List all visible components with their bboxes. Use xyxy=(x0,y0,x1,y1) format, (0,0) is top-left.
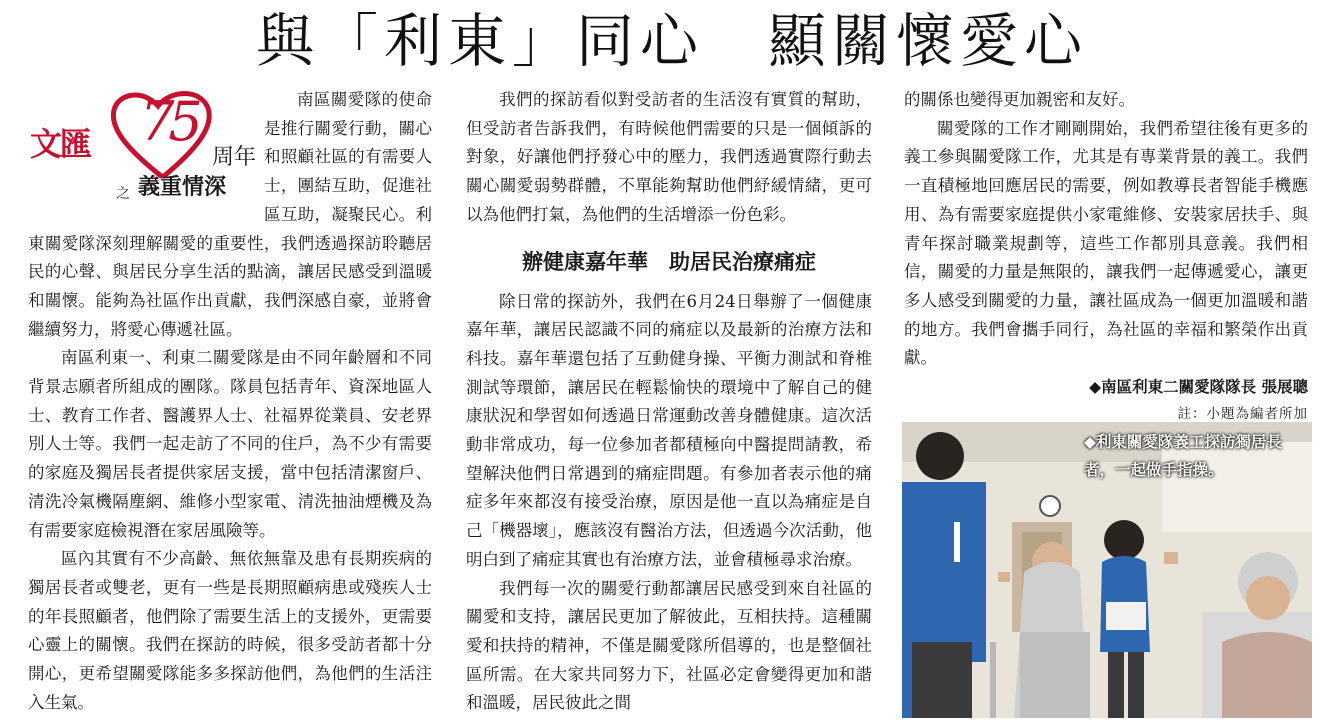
author-signature: ◆南區利東二關愛隊隊長 張展聰 xyxy=(1089,378,1308,397)
editor-note: 註：小題為編者所加 xyxy=(1177,406,1308,423)
article-column-1 xyxy=(28,86,432,717)
paragraph: 區內其實有不少高齡、無依無靠及患有長期疾病的獨居長者或雙老，更有一些是長期照顧病患或殘疾人士的年長照顧者，他們除了需要生活上的支援外，更需要心靈上的關懷。我們在探訪的時候，很多受訪者都十分開心，更希望關愛隊能多多探訪他們，為他們的生活注入生氣。 xyxy=(28,549,432,712)
logo-tagline: 義重情深 xyxy=(138,175,227,200)
photo-caption: ◆利東關愛隊義工探訪獨居長者，一起做手指操。 xyxy=(1084,433,1282,479)
headline: 與「利東」同心 顯關懷愛心 xyxy=(255,7,1088,75)
logo-connector: 之 xyxy=(116,186,130,202)
logo-brand: 文匯 xyxy=(30,125,91,163)
article-column-3 xyxy=(904,86,1308,427)
paragraph: 的關係也變得更加親密和友好。 xyxy=(904,90,1135,109)
paragraph: 南區關愛隊的使命是推行關愛行動，關心和照顧社區的有需要人士，團結互助，促進社區互助，凝聚民心。利東關愛隊深刻理解關愛的重要性，我們透過探訪聆聽居民的心聲、與居民分享生活的點滴，讓居民感受到溫暖和關懷。能夠為社區作出貢獻，我們深感自豪，並將會繼續努力，將愛心傳遞社區。 xyxy=(28,90,432,339)
paragraph: 除日常的探訪外，我們在6月24日舉辦了一個健康嘉年華，讓居民認識不同的痛症以及最新的治療方法和科技。嘉年華還包括了互動健身操、平衡力測試和脊椎測試等環節，讓居民在輕鬆愉快的環境中了解自己的健康狀況和學習如何透過日常運動改善身體健康。這次活動非常成功，每一位參加者都積極向中醫提問請教，希望解決他們日常遇到的痛症問題。有參加者表示他的痛症多年來都沒有接受治療，原因是他一直以為痛症是自己「機器壞」，應該沒有醫治方法，但透過今次活動，他明白到了痛症其實也有治療方法，並會積極尋求治療。 xyxy=(466,291,872,569)
anniversary-logo xyxy=(24,86,256,214)
paragraph: 關愛隊的工作才剛剛開始，我們希望往後有更多的義工參與關愛隊工作，尤其是有專業背景的義工。我們一直積極地回應居民的需要，例如教導長者智能手機應用、為有需要家庭提供小家電維修、安裝家居扶手、與青年探討職業規劃等，這些工作都別具意義。我們相信，關愛的力量是無限的，讓我們一起傳遞愛心，讓更多人感受到關愛的力量，讓社區成為一個更加溫暖和諧的地方。我們會攜手同行，為社區的幸福和繁榮作出貢獻。 xyxy=(904,118,1308,368)
paragraph: 南區利東一、利東二關愛隊是由不同年齡層和不同背景志願者所組成的團隊。隊員包括青年、資深地區人士、教育工作者、醫護界人士、社福界從業員、安老界別人士等。我們一起走訪了不同的住戶，為不少有需要的家庭及獨居長者提供家居支援，當中包括清潔窗戶、清洗冷氣機隔塵網、維修小型家電、清洗抽油煙機及為有需要家庭檢視潛在家居風險等。 xyxy=(28,348,432,540)
paragraph: 我們的探訪看似對受訪者的生活沒有實質的幫助，但受訪者告訴我們，有時候他們需要的只是一個傾訴的對象，好讓他們抒發心中的壓力，我們透過實際行動去關心關愛弱勢群體，不單能夠幫助他們紓緩情緒，更可以為他們打氣，為他們的生活增添一份色彩。 xyxy=(466,90,872,224)
article-column-2 xyxy=(466,86,872,718)
logo-number: 75 xyxy=(140,90,197,153)
subheading: 辦健康嘉年華 助居民治療痛症 xyxy=(522,249,816,274)
paragraph: 我們每一次的關愛行動都讓居民感受到來自社區的關愛和支持，讓居民更加了解彼此，互相扶持。這種關愛和扶持的精神，不僅是關愛隊所倡導的，也是整個社區所需。在大家共同努力下，社區必定會變得更加和諧和溫暖，居民彼此之間 xyxy=(466,578,872,713)
logo-suffix: 周年 xyxy=(212,145,257,170)
